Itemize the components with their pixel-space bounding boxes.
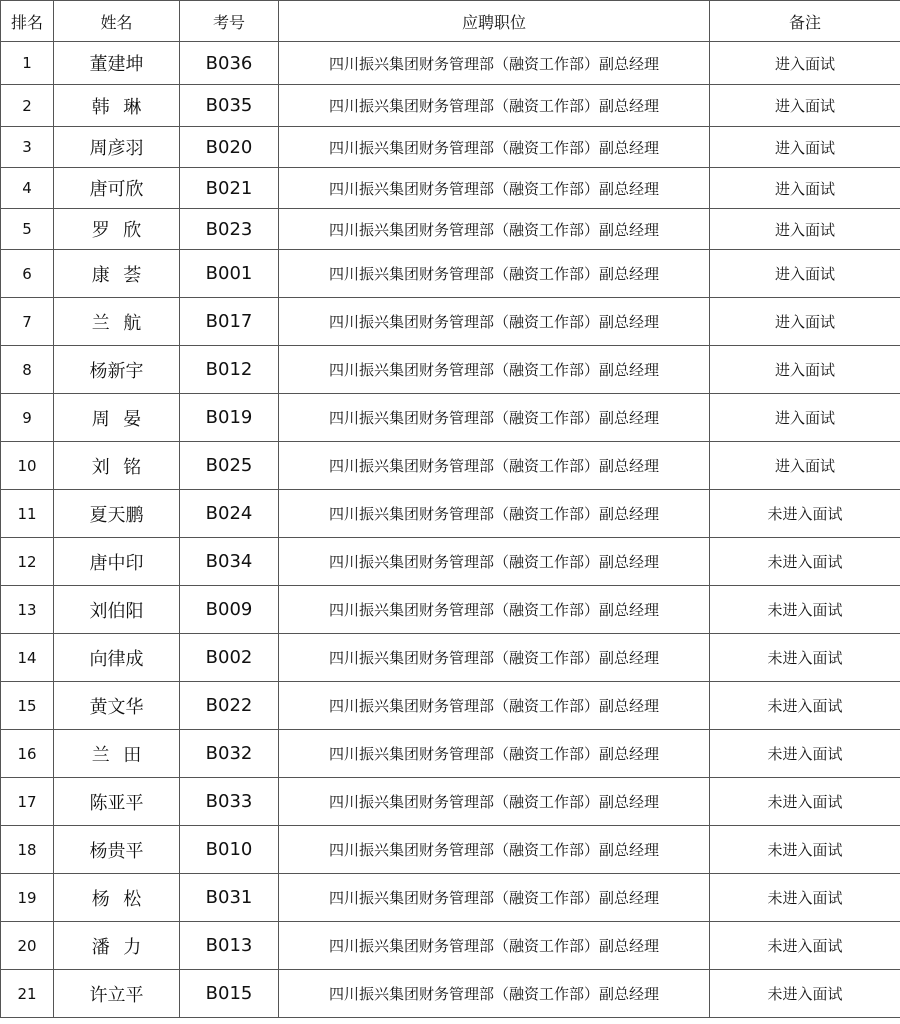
position-cell-text: 四川振兴集团财务管理部（融资工作部）副总经理 (328, 985, 659, 1003)
exam-id-cell (180, 490, 279, 538)
exam-id-cell (180, 874, 279, 922)
position-cell (279, 346, 710, 394)
note-cell (710, 538, 900, 586)
name-cell-text: 杨松 (91, 888, 155, 910)
name-cell-text: 杨新宇 (89, 360, 144, 382)
note-cell (710, 298, 900, 346)
exam-id-cell-text: B009 (205, 599, 253, 620)
name-cell-text: 周彦羽 (89, 138, 144, 159)
position-cell-text: 四川振兴集团财务管理部（融资工作部）副总经理 (328, 409, 659, 427)
position-cell-text: 四川振兴集团财务管理部（融资工作部）副总经理 (328, 138, 659, 157)
position-cell (279, 250, 710, 298)
rank-cell (1, 168, 54, 209)
exam-id-cell (180, 85, 279, 127)
header-rank: 排名 (1, 1, 54, 42)
note-cell-text: 未进入面试 (767, 505, 843, 523)
rank-cell-text: 9 (22, 408, 32, 427)
rank-cell (1, 394, 54, 442)
position-cell-text: 四川振兴集团财务管理部（融资工作部）副总经理 (328, 179, 659, 198)
rank-cell-text: 11 (17, 504, 37, 523)
position-cell (279, 85, 710, 127)
rank-cell (1, 346, 54, 394)
rank-cell (1, 298, 54, 346)
name-cell-text: 刘伯阳 (89, 600, 144, 622)
position-cell-text: 四川振兴集团财务管理部（融资工作部）副总经理 (328, 220, 659, 239)
name-cell-text: 韩琳 (91, 96, 155, 118)
note-cell-text: 未进入面试 (767, 985, 843, 1003)
exam-id-cell (180, 826, 279, 874)
name-cell (54, 209, 180, 250)
rank-cell-text: 3 (22, 138, 32, 156)
note-cell (710, 586, 900, 634)
note-cell (710, 970, 900, 1018)
note-cell-text: 进入面试 (774, 54, 835, 73)
note-cell (710, 209, 900, 250)
note-cell-text: 未进入面试 (767, 649, 843, 667)
position-cell-text: 四川振兴集团财务管理部（融资工作部）副总经理 (328, 265, 659, 283)
rank-cell-text: 19 (17, 888, 37, 907)
position-cell-text: 四川振兴集团财务管理部（融资工作部）副总经理 (328, 313, 659, 331)
position-cell (279, 298, 710, 346)
position-cell (279, 490, 710, 538)
position-cell (279, 922, 710, 970)
note-cell-text: 进入面试 (774, 313, 835, 331)
rank-cell-text: 1 (22, 54, 32, 72)
exam-id-cell (180, 970, 279, 1018)
rank-cell (1, 209, 54, 250)
name-cell (54, 970, 180, 1018)
position-cell (279, 394, 710, 442)
name-cell-text: 夏天鹏 (89, 504, 144, 526)
position-cell-text: 四川振兴集团财务管理部（融资工作部）副总经理 (328, 793, 659, 811)
note-cell (710, 250, 900, 298)
table-row (1, 778, 900, 826)
header-note: 备注 (710, 1, 900, 42)
note-cell (710, 442, 900, 490)
name-cell (54, 922, 180, 970)
position-cell-text: 四川振兴集团财务管理部（融资工作部）副总经理 (328, 457, 659, 475)
header-name: 姓名 (54, 1, 180, 42)
rank-cell (1, 127, 54, 168)
note-cell (710, 85, 900, 127)
name-cell (54, 730, 180, 778)
rank-cell (1, 538, 54, 586)
note-cell (710, 346, 900, 394)
position-cell-text: 四川振兴集团财务管理部（融资工作部）副总经理 (328, 889, 659, 907)
rank-cell (1, 922, 54, 970)
note-cell-text: 未进入面试 (767, 553, 843, 571)
name-cell (54, 874, 180, 922)
rank-cell-text: 17 (17, 792, 37, 811)
exam-id-cell-text: B002 (205, 647, 253, 668)
exam-id-cell (180, 127, 279, 168)
rank-cell-text: 2 (22, 96, 32, 115)
exam-id-cell (180, 538, 279, 586)
name-cell-text: 陈亚平 (89, 792, 144, 814)
table-row (1, 127, 900, 168)
rank-cell-text: 20 (17, 936, 37, 955)
name-cell-text: 唐中印 (89, 552, 144, 574)
position-cell (279, 209, 710, 250)
table-row (1, 209, 900, 250)
table-row (1, 538, 900, 586)
position-cell (279, 442, 710, 490)
exam-id-cell-text: B012 (205, 359, 253, 380)
name-cell-text: 周晏 (91, 408, 155, 430)
rank-cell (1, 730, 54, 778)
exam-id-cell-text: B017 (205, 311, 253, 332)
rank-cell (1, 778, 54, 826)
header-position: 应聘职位 (279, 1, 710, 42)
note-cell-text: 进入面试 (774, 220, 835, 239)
rank-cell (1, 85, 54, 127)
note-cell (710, 394, 900, 442)
exam-id-cell (180, 442, 279, 490)
note-cell-text: 未进入面试 (767, 937, 843, 955)
exam-id-cell-text: B022 (205, 695, 253, 716)
name-cell-text: 兰田 (91, 744, 155, 766)
note-cell (710, 874, 900, 922)
position-cell-text: 四川振兴集团财务管理部（融资工作部）副总经理 (328, 841, 659, 859)
table-row (1, 730, 900, 778)
name-cell (54, 826, 180, 874)
name-cell-text: 兰航 (91, 312, 155, 334)
name-cell (54, 168, 180, 209)
note-cell (710, 826, 900, 874)
exam-id-cell (180, 634, 279, 682)
exam-id-cell-text: B019 (205, 407, 253, 428)
rank-cell-text: 6 (22, 264, 32, 283)
table-header (1, 1, 900, 42)
exam-id-cell-text: B031 (205, 887, 253, 908)
exam-id-cell-text: B010 (205, 839, 253, 860)
table-row (1, 346, 900, 394)
name-cell (54, 394, 180, 442)
note-cell (710, 634, 900, 682)
note-cell-text: 进入面试 (774, 97, 835, 115)
rank-cell (1, 250, 54, 298)
note-cell-text: 进入面试 (774, 138, 835, 157)
rank-cell (1, 490, 54, 538)
name-cell (54, 42, 180, 85)
table-row (1, 682, 900, 730)
note-cell-text: 进入面试 (774, 409, 835, 427)
rank-cell-text: 16 (17, 744, 37, 763)
name-cell (54, 85, 180, 127)
name-cell (54, 442, 180, 490)
exam-id-cell (180, 298, 279, 346)
table-body (1, 42, 900, 1018)
exam-id-cell-text: B020 (205, 136, 253, 158)
rank-cell-text: 13 (17, 600, 37, 619)
name-cell-text: 向律成 (89, 648, 144, 670)
position-cell (279, 634, 710, 682)
header-row (1, 1, 900, 42)
note-cell-text: 未进入面试 (767, 745, 843, 763)
position-cell-text: 四川振兴集团财务管理部（融资工作部）副总经理 (328, 553, 659, 571)
exam-id-cell (180, 42, 279, 85)
note-cell-text: 未进入面试 (767, 601, 843, 619)
name-cell-text: 许立平 (89, 984, 144, 1006)
note-cell (710, 42, 900, 85)
name-cell (54, 682, 180, 730)
exam-id-cell-text: B023 (205, 218, 253, 240)
rank-cell (1, 42, 54, 85)
table-row (1, 168, 900, 209)
note-cell (710, 127, 900, 168)
exam-id-cell-text: B035 (205, 95, 253, 116)
note-cell-text: 未进入面试 (767, 697, 843, 715)
note-cell (710, 168, 900, 209)
exam-id-cell (180, 586, 279, 634)
rank-cell-text: 7 (22, 312, 32, 331)
note-cell-text: 未进入面试 (767, 841, 843, 859)
exam-id-cell-text: B025 (205, 455, 253, 476)
rank-cell-text: 5 (22, 220, 32, 238)
name-cell-text: 康荟 (91, 264, 155, 286)
exam-id-cell-text: B015 (205, 983, 253, 1004)
table-row (1, 970, 900, 1018)
table-row (1, 586, 900, 634)
name-cell (54, 778, 180, 826)
header-exam-id: 考号 (180, 1, 279, 42)
exam-id-cell (180, 209, 279, 250)
position-cell (279, 168, 710, 209)
note-cell-text: 进入面试 (774, 457, 835, 475)
position-cell-text: 四川振兴集团财务管理部（融资工作部）副总经理 (328, 54, 659, 73)
name-cell (54, 346, 180, 394)
rank-cell (1, 874, 54, 922)
exam-id-cell (180, 394, 279, 442)
name-cell-text: 刘铭 (91, 456, 155, 478)
exam-id-cell (180, 730, 279, 778)
note-cell-text: 未进入面试 (767, 793, 843, 811)
name-cell (54, 250, 180, 298)
table-row (1, 298, 900, 346)
rank-cell-text: 15 (17, 696, 37, 715)
position-cell (279, 730, 710, 778)
exam-id-cell-text: B033 (205, 791, 253, 812)
rank-cell-text: 8 (22, 360, 32, 379)
note-cell (710, 682, 900, 730)
table-row (1, 394, 900, 442)
note-cell (710, 922, 900, 970)
note-cell (710, 490, 900, 538)
position-cell (279, 682, 710, 730)
name-cell-text: 唐可欣 (89, 179, 144, 200)
position-cell (279, 970, 710, 1018)
rank-cell (1, 442, 54, 490)
rank-cell (1, 586, 54, 634)
note-cell-text: 进入面试 (774, 179, 835, 198)
table-row (1, 42, 900, 85)
table-row (1, 874, 900, 922)
rank-cell-text: 12 (17, 552, 37, 571)
note-cell-text: 进入面试 (774, 361, 835, 379)
position-cell (279, 586, 710, 634)
exam-id-cell (180, 682, 279, 730)
exam-id-cell-text: B032 (205, 743, 253, 764)
position-cell-text: 四川振兴集团财务管理部（融资工作部）副总经理 (328, 505, 659, 523)
exam-id-cell (180, 250, 279, 298)
rank-cell-text: 14 (17, 648, 37, 667)
position-cell (279, 127, 710, 168)
exam-id-cell-text: B036 (205, 52, 253, 74)
note-cell (710, 778, 900, 826)
table-row (1, 250, 900, 298)
exam-id-cell-text: B024 (205, 503, 253, 524)
position-cell-text: 四川振兴集团财务管理部（融资工作部）副总经理 (328, 697, 659, 715)
rank-cell-text: 10 (17, 456, 37, 475)
exam-id-cell-text: B034 (205, 551, 253, 572)
rank-cell-text: 4 (22, 179, 32, 197)
name-cell-text: 潘力 (91, 936, 155, 958)
name-cell-text: 罗欣 (91, 220, 155, 241)
rank-cell-text: 18 (17, 840, 37, 859)
exam-id-cell (180, 168, 279, 209)
name-cell (54, 634, 180, 682)
position-cell (279, 826, 710, 874)
name-cell-text: 杨贵平 (89, 840, 144, 862)
name-cell (54, 127, 180, 168)
position-cell-text: 四川振兴集团财务管理部（融资工作部）副总经理 (328, 937, 659, 955)
name-cell (54, 298, 180, 346)
position-cell (279, 874, 710, 922)
position-cell-text: 四川振兴集团财务管理部（融资工作部）副总经理 (328, 361, 659, 379)
exam-id-cell-text: B001 (205, 263, 253, 284)
position-cell-text: 四川振兴集团财务管理部（融资工作部）副总经理 (328, 97, 659, 115)
note-cell-text: 未进入面试 (767, 889, 843, 907)
exam-id-cell (180, 778, 279, 826)
rank-cell (1, 682, 54, 730)
position-cell (279, 778, 710, 826)
name-cell (54, 490, 180, 538)
name-cell-text: 黄文华 (89, 696, 144, 718)
table-row (1, 826, 900, 874)
position-cell-text: 四川振兴集团财务管理部（融资工作部）副总经理 (328, 745, 659, 763)
rank-cell (1, 634, 54, 682)
table-row (1, 922, 900, 970)
table-row (1, 634, 900, 682)
name-cell (54, 538, 180, 586)
rank-cell (1, 826, 54, 874)
position-cell (279, 42, 710, 85)
table-row (1, 442, 900, 490)
note-cell (710, 730, 900, 778)
note-cell-text: 进入面试 (774, 265, 835, 283)
position-cell (279, 538, 710, 586)
rank-cell (1, 970, 54, 1018)
table-row (1, 85, 900, 127)
table-row (1, 490, 900, 538)
exam-id-cell (180, 922, 279, 970)
position-cell-text: 四川振兴集团财务管理部（融资工作部）副总经理 (328, 649, 659, 667)
name-cell (54, 586, 180, 634)
exam-id-cell-text: B021 (205, 177, 253, 199)
exam-id-cell-text: B013 (205, 935, 253, 956)
exam-id-cell (180, 346, 279, 394)
position-cell-text: 四川振兴集团财务管理部（融资工作部）副总经理 (328, 601, 659, 619)
rank-cell-text: 21 (17, 984, 37, 1003)
name-cell-text: 董建坤 (89, 54, 144, 75)
